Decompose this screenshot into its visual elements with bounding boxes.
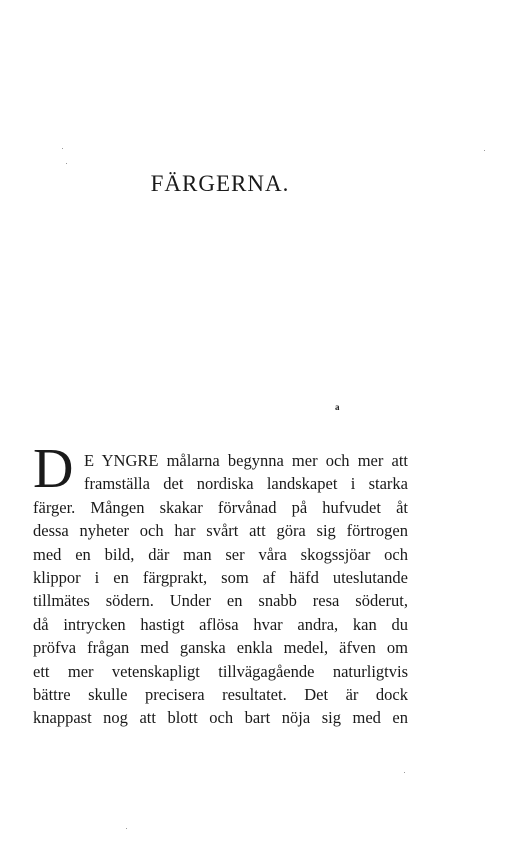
text-line: E YNGRE målarna begynna mer och mer att <box>84 451 408 470</box>
paper-speck <box>62 148 63 149</box>
paper-speck <box>404 772 405 773</box>
text-line: färger. Mången skakar förvånad på hufvudet åt <box>33 497 408 517</box>
text-line: dessa nyheter och har svårt att göra sig förtrogen <box>33 521 408 541</box>
text-line: ett mer vetenskapligt tillvägagående naturligtvis <box>33 661 408 681</box>
text-line: framställa det nordiska landskapet i starka <box>84 474 408 494</box>
text-line: bättre skulle precisera resultatet. Det är dock <box>33 684 408 704</box>
chapter-title: FÄRGERNA. <box>150 171 290 196</box>
paper-speck <box>66 163 67 164</box>
drop-cap: D <box>33 438 74 500</box>
body-text <box>33 449 408 730</box>
text-line: knappast nog att blott och bart nöja sig med en <box>33 708 408 728</box>
paper-speck <box>484 150 485 151</box>
text-line: pröfva frågan med ganska enkla medel, äfven om <box>33 638 408 658</box>
printer-mark: a <box>335 402 340 412</box>
text-line: då intrycken hastigt aflösa hvar andra, kan du <box>33 614 408 634</box>
text-line: klippor i en färgprakt, som af häfd uteslutande <box>33 567 408 587</box>
text-line: tillmätes södern. Under en snabb resa söderut, <box>33 591 408 611</box>
text-line: med en bild, där man ser våra skogssjöar och <box>33 544 408 564</box>
paper-speck <box>126 828 127 829</box>
